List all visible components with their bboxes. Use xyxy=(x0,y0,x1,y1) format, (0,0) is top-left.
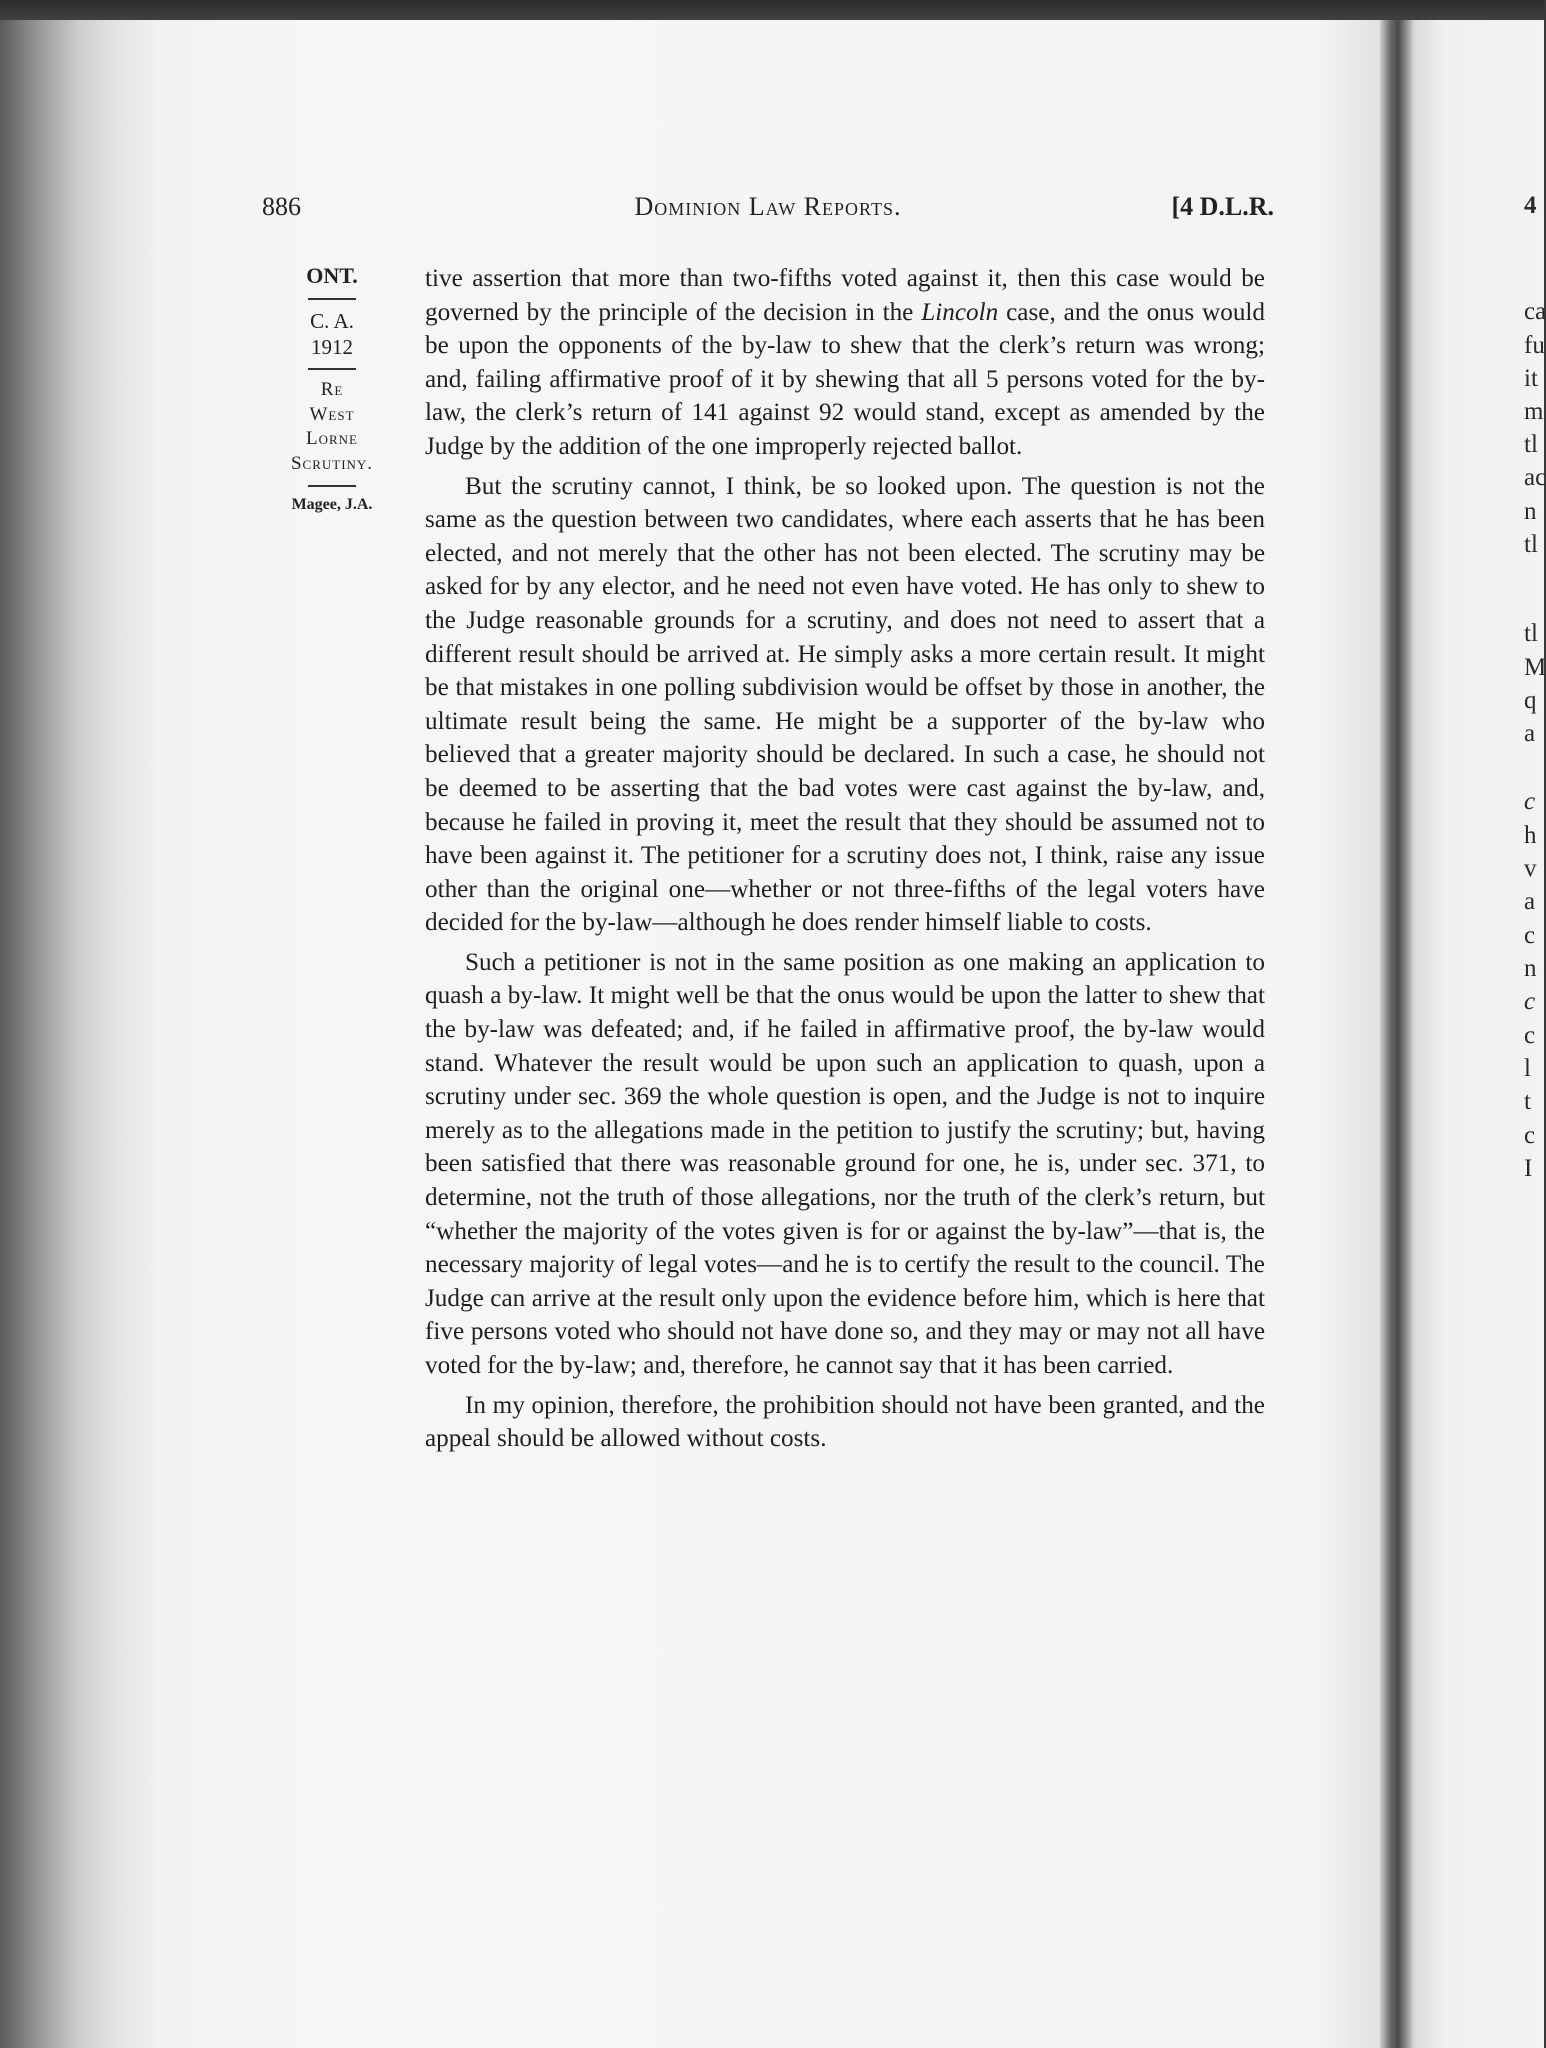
facing-page-edge xyxy=(1414,20,1544,2048)
province-label: ONT. xyxy=(306,263,358,288)
facing-page-fragment: h xyxy=(1524,822,1537,849)
facing-page-fragment: ac xyxy=(1524,464,1546,491)
case-name-line: Scrutiny. xyxy=(290,453,374,475)
facing-page-fragment: tl xyxy=(1524,431,1538,458)
facing-page-fragment: ca xyxy=(1524,298,1546,325)
facing-page-fragment: I xyxy=(1524,1155,1533,1182)
case-citation: Lincoln xyxy=(921,298,999,326)
facing-page-fragment: a xyxy=(1524,888,1536,915)
facing-page-fragment: t xyxy=(1524,1088,1531,1115)
book-left-edge xyxy=(0,20,140,2048)
journal-title: Dominion Law Reports. xyxy=(634,192,902,221)
facing-page-fragment: l xyxy=(1524,1055,1531,1082)
paragraph: Such a petitioner is not in the same position as one making an application to quash a by-law. It might well be that the onus would be upon the latter to shew that the by-law was defeated; and, if he failed in affirmative proof, the by-law would stand. Whatever the result would be upon such an application to quash, upon a scrutiny under sec. 369 the whole question is open, and the Judge is not to inquire merely as to the allegations made in the petition to justify the scrutiny; but, having been satisfied that there was reasonable ground for one, he is, under sec. 371, to determine, not the truth of those allegations, nor the truth of the clerk’s return, but “whether the majority of the votes given is for or against the by-law”—that is, the necessary majority of legal votes—and he is to certify the result to the council. The Judge can arrive at the result only upon the evidence before him, which is here that five persons voted who should not have done so, and they may or may not all have voted for the by-law; and, therefore, he cannot say that it has been carried. xyxy=(425,948,1265,1379)
facing-page-fragment: a xyxy=(1524,720,1536,747)
facing-page-fragment: c xyxy=(1524,922,1536,949)
facing-page-fragment: m xyxy=(1524,398,1544,425)
page-number: 886 xyxy=(262,192,301,221)
facing-page-fragment: q xyxy=(1524,687,1537,714)
facing-page-number: 4 xyxy=(1524,192,1537,219)
case-name-line: Re xyxy=(320,379,344,400)
facing-page-fragment: tl xyxy=(1524,620,1538,647)
facing-page-fragment: it xyxy=(1524,365,1538,392)
facing-page-fragment: fu xyxy=(1524,332,1545,359)
margin-notes xyxy=(262,262,402,515)
facing-page-fragment: c xyxy=(1524,1022,1536,1049)
facing-page-fragment: n xyxy=(1524,498,1537,525)
paragraph: But the scrutiny cannot, I think, be so looked upon. The question is not the same as the question between two candidates, where each asserts that he has been elected, and not merely that the other has not been elected. The scrutiny may be asked for by any elector, and he need not even have voted. He has only to shew to the Judge reasonable grounds for a scrutiny, and does not need to assert that a different result should be arrived at. He simply asks a more certain result. It might be that mistakes in one polling subdivision would be offset by those in another, the ultimate result being the same. He might be a supporter of the by-law who believed that a greater majority should be declared. In such a case, he should not be deemed to be asserting that the bad votes were cast against the by-law, and, because he failed in proving it, meet the result that they should be assumed not to have been against it. The petitioner for a scrutiny does not, I think, raise any issue other than the original one—whether or not three-fifths of the legal voters have decided for the by-law—although he does render himself liable to costs. xyxy=(425,472,1265,937)
judgment-text xyxy=(425,262,1265,1462)
year-label: 1912 xyxy=(311,334,353,359)
facing-page-fragment: c xyxy=(1524,988,1536,1015)
paragraph-text: tive assertion that more than two-fifths voted against it, then this case would be governed by the principle of the decision in the xyxy=(425,265,1265,326)
court-label: C. A. xyxy=(310,308,354,333)
judge-label: Magee, J.A. xyxy=(291,495,373,513)
facing-page-fragment: n xyxy=(1524,955,1537,982)
facing-page-fragment: tl xyxy=(1524,531,1538,558)
margin-divider xyxy=(308,368,356,370)
volume-reference: [4 D.L.R. xyxy=(1171,192,1274,221)
paragraph: In my opinion, therefore, the prohibition should not have been granted, and the appeal should be allowed without costs. xyxy=(425,1391,1265,1453)
margin-divider xyxy=(308,298,356,300)
paragraph-text: case, and the onus would be upon the opponents of the by-law to shew that the clerk’s return was wrong; and, failing affirmative proof of it by shewing that all 5 persons voted for the by-law, the clerk’s return of 141 against 92 would stand, except as amended by the Judge by the addition of the one improperly rejected ballot. xyxy=(425,298,1266,460)
facing-page-fragment: v xyxy=(1524,855,1537,882)
facing-page-fragment: c xyxy=(1524,1122,1536,1149)
margin-divider xyxy=(308,485,356,487)
case-name-line: Lorne xyxy=(306,428,358,450)
facing-page-fragment: M xyxy=(1524,654,1546,681)
running-head xyxy=(262,192,1274,232)
case-name-line: West xyxy=(309,403,355,425)
book-gutter xyxy=(1380,20,1414,2048)
paragraph-continuation xyxy=(425,262,1265,464)
facing-page-fragment: c xyxy=(1524,788,1536,815)
